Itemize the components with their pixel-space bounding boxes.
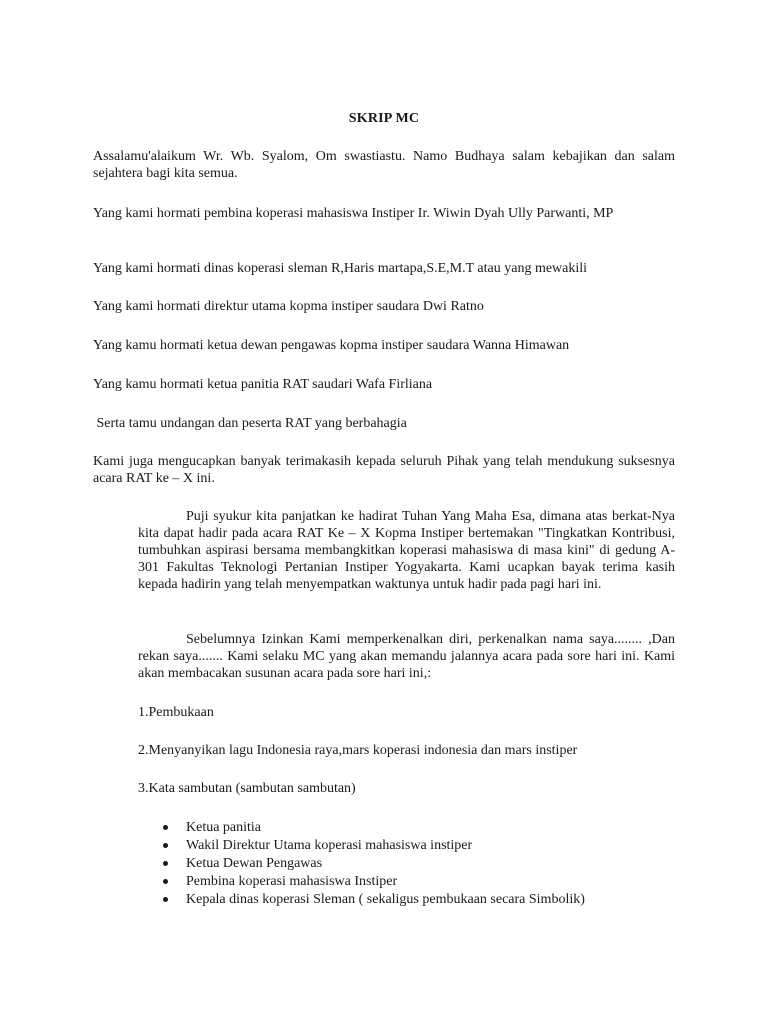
speakers-list [163,819,585,909]
bullet-icon [163,843,168,848]
respect-paragraph-5: Yang kamu hormati ketua panitia RAT saudari Wafa Firliana [93,377,433,392]
respect-paragraph-1: Yang kami hormati pembina koperasi mahasiswa Instiper Ir. Wiwin Dyah Ully Parwanti, MP [93,206,614,221]
intro-text: Sebelumnya Izinkan Kami memperkenalkan diri, perkenalkan nama saya........ ,Dan rekan saya....... Kami selaku MC yang akan memandu jalannya acara pada sore hari ini. Kami akan membacakan susunan acara pada sore hari ini,: [138,632,675,681]
respect-paragraph-3: Yang kami hormati direktur utama kopma instiper saudara Dwi Ratno [93,299,484,314]
bullet-icon [163,897,168,902]
bullet-icon [163,861,168,866]
list-item: Kepala dinas koperasi Sleman ( sekaligus pembukaan secara Simbolik) [163,891,585,909]
thanks-paragraph: Kami juga mengucapkan banyak terimakasih kepada seluruh Pihak yang telah mendukung suksesnya acara RAT ke – X ini. [93,454,675,486]
list-item: Ketua panitia [163,819,585,837]
bullet-icon [163,825,168,830]
bullet-icon [163,879,168,884]
intro-paragraph [138,631,675,682]
list-item: Ketua Dewan Pengawas [163,855,585,873]
respect-paragraph-2: Yang kami hormati dinas koperasi sleman R,Haris martapa,S.E,M.T atau yang mewakili [93,261,588,276]
agenda-item-2: 2.Menyanyikan lagu Indonesia raya,mars koperasi indonesia dan mars instiper [138,743,578,758]
greeting-paragraph: Assalamu'alaikum Wr. Wb. Syalom, Om swastiastu. Namo Budhaya salam kebajikan dan salam sejahtera bagi kita semua. [93,149,675,181]
agenda-item-3: 3.Kata sambutan (sambutan sambutan) [138,781,356,796]
list-item: Wakil Direktur Utama koperasi mahasiswa instiper [163,837,585,855]
praise-text: Puji syukur kita panjatkan ke hadirat Tuhan Yang Maha Esa, dimana atas berkat-Nya kita dapat hadir pada acara RAT Ke – X Kopma Instiper bertemakan "Tingkatkan Kontribusi, tumbuhkan aspirasi bersama membangkitkan koperasi mahasiswa di masa kini" di gedung A-301 Fakultas Teknologi Pertanian Instiper Yogyakarta. Kami ucapkan bayak terima kasih kepada hadirin yang telah menyempatkan waktunya untuk hadir pada pagi hari ini. [138,509,675,592]
respect-paragraph-6: Serta tamu undangan dan peserta RAT yang berbahagia [93,416,407,431]
document-title: SKRIP MC [348,111,420,126]
respect-paragraph-4: Yang kamu hormati ketua dewan pengawas kopma instiper saudara Wanna Himawan [93,338,570,353]
agenda-item-1: 1.Pembukaan [138,705,214,720]
praise-paragraph [138,508,675,593]
list-item: Pembina koperasi mahasiswa Instiper [163,873,585,891]
